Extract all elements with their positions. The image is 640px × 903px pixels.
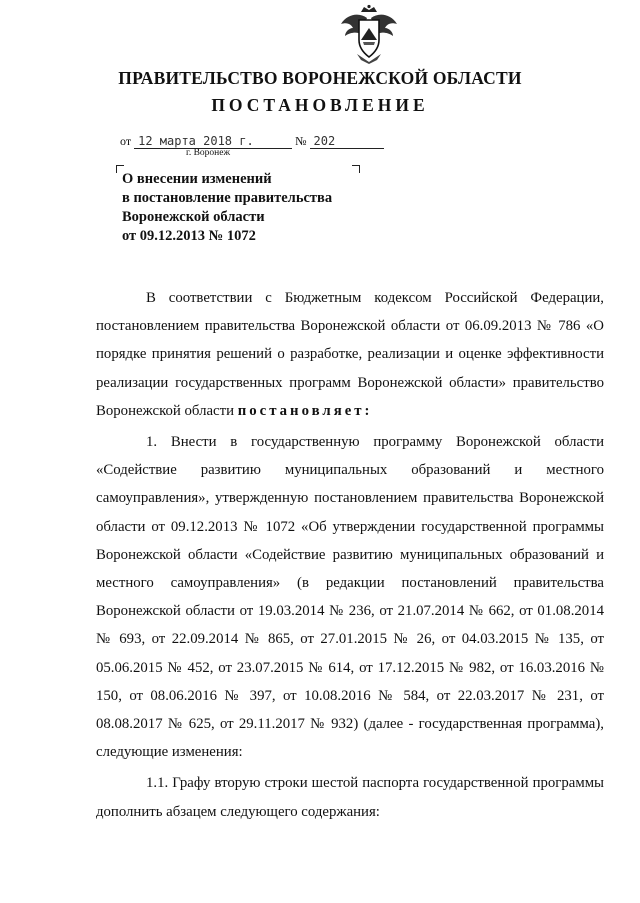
subject-line: от 09.12.2013 № 1072 [122,228,256,244]
preamble-text: В соответствии с Бюджетным кодексом Российской Федерации, постановлением правительства Воронежской области от 06.09.2013 № 786 «О порядке принятия решений о разработке, реализации и оценке эффективности реализации государственных программ Воронежской области» правительство Воронежской области [96,290,604,419]
number-prefix: № [295,134,307,148]
date-prefix: от [120,134,132,148]
subject-line: в постановление правительства [122,190,333,206]
document-date-line [120,134,384,149]
subject-line: О внесении изменений [122,171,272,187]
preamble-paragraph [96,284,604,425]
item-1-1-paragraph: 1.1. Графу вторую строки шестой паспорта государственной программы дополнить абзацем следующего содержания: [96,775,604,820]
document-type-title: ПОСТАНОВЛЕНИЕ [211,95,429,115]
document-body [96,284,604,826]
item-1-paragraph: 1. Внести в государственную программу Воронежской области «Содействие развитию муниципальных образований и местного самоуправления», утвержденную постановлением правительства Воронежской области от 09.12.2013 № 1072 «Об утверждении государственной программы Воронежской области «Содействие развитию муниципальных образований и местного самоуправления» (в редакции постановлений правительства Воронежской области от 19.03.2014 № 236, от 21.07.2014 № 662, от 01.08.2014 № 693, от 22.09.2014 № 865, от 27.01.2015 № 26, от 04.03.2015 № 135, от 05.06.2015 № 452, от 23.07.2015 № 614, от 17.12.2015 № 982, от 16.03.2016 № 150, от 08.06.2016 № 397, от 10.08.2016 № 584, от 22.03.2017 № 231, от 08.08.2017 № 625, от 29.11.2017 № 932) (далее - государственная программа), следующие изменения: [96,434,604,761]
government-title: ПРАВИТЕЛЬСТВО ВОРОНЕЖСКОЙ ОБЛАСТИ [118,68,522,88]
preamble-emphasis: постановляет: [237,402,373,419]
document-subject [122,170,382,246]
document-date: 12 марта 2018 г. [134,134,292,149]
coat-of-arms-icon [337,4,401,64]
document-city: г. Воронеж [186,148,231,158]
document-number: 202 [310,134,384,149]
subject-line: Воронежской области [122,209,265,225]
